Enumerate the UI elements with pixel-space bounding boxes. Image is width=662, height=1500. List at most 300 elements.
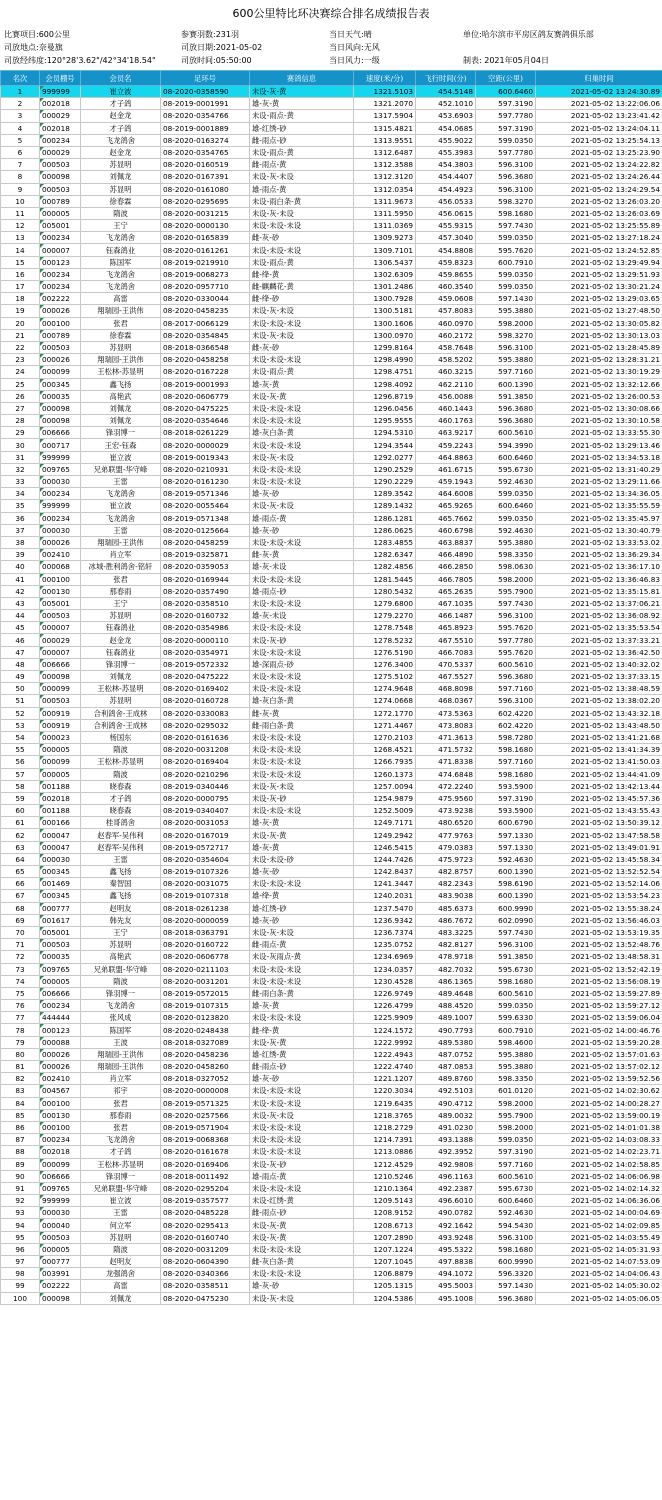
arrival-time-cell: 2021-05-02 13:41:50.03 [536,756,662,768]
table-row[interactable] [1,476,662,488]
arrival-time-cell: 2021-05-02 13:47:58.58 [536,829,662,841]
ring-number-cell: 08-2020-0000059 [161,914,250,926]
table-row[interactable] [1,1012,662,1024]
table-row[interactable] [1,1109,662,1121]
table-row[interactable] [1,98,662,110]
table-row[interactable] [1,439,662,451]
table-row[interactable] [1,890,662,902]
flight-time-cell: 475.9560 [416,792,476,804]
table-row[interactable] [1,390,662,402]
ring-number-cell: 08-2020-0210931 [161,463,250,475]
member-name-cell: 刘佩龙 [81,171,161,183]
member-loft-cell: 000029 [40,634,81,646]
member-name-cell: 王波 [81,1036,161,1048]
table-row[interactable] [1,207,662,219]
table-row[interactable] [1,792,662,804]
table-row[interactable] [1,744,662,756]
rank-cell: 88 [1,1146,40,1158]
table-row[interactable] [1,1195,662,1207]
member-loft-cell: 001188 [40,805,81,817]
speed-cell: 1212.4529 [354,1158,416,1170]
rank-cell: 96 [1,1243,40,1255]
speed-cell: 1321.5103 [354,86,416,98]
table-row[interactable] [1,1207,662,1219]
table-row[interactable] [1,1182,662,1194]
member-loft-cell: 000503 [40,183,81,195]
flight-time-cell: 457.8083 [416,305,476,317]
table-row[interactable] [1,1292,662,1304]
flight-time-cell: 477.9763 [416,829,476,841]
table-row[interactable] [1,378,662,390]
arrival-time-cell: 2021-05-02 13:30:05.82 [536,317,662,329]
made-date: 制表: 2021年05月04日 [463,56,549,65]
col-member-name[interactable]: 会员名 [81,71,161,86]
member-loft-cell: 000503 [40,1231,81,1243]
flight-time-cell: 460.6798 [416,524,476,536]
member-name-cell: 苏显明 [81,159,161,171]
distance-cell: 600.6460 [476,86,536,98]
member-loft-cell: 000098 [40,415,81,427]
flight-time-cell: 460.3215 [416,366,476,378]
member-loft-cell: 005001 [40,597,81,609]
rank-cell: 57 [1,768,40,780]
table-row[interactable] [1,146,662,158]
flight-time-cell: 471.8338 [416,756,476,768]
member-name-cell: 那春雨 [81,1109,161,1121]
pigeon-info-cell: 未设-未设-未设 [250,415,354,427]
speed-cell: 1266.7935 [354,756,416,768]
table-row[interactable] [1,1231,662,1243]
ring-number-cell: 08-2020-0160728 [161,695,250,707]
member-name-cell: 桂哥鸽舍 [81,817,161,829]
member-loft-cell: 000030 [40,524,81,536]
speed-cell: 1218.2729 [354,1121,416,1133]
speed-cell: 1236.7374 [354,926,416,938]
table-row[interactable] [1,134,662,146]
member-loft-cell: 000234 [40,134,81,146]
table-row[interactable] [1,926,662,938]
speed-cell: 1252.5009 [354,805,416,817]
col-ring-number[interactable]: 足环号 [161,71,250,86]
pigeon-info-cell: 未设-雨点-黄 [250,366,354,378]
table-row[interactable] [1,268,662,280]
table-row[interactable] [1,902,662,914]
flight-time-cell: 490.7793 [416,1024,476,1036]
flight-time-cell: 489.0032 [416,1109,476,1121]
table-row[interactable] [1,683,662,695]
col-arrival-time[interactable]: 归巢时间 [536,71,662,86]
rank-cell: 13 [1,232,40,244]
member-name-cell: 隋波 [81,975,161,987]
table-row[interactable] [1,159,662,171]
flight-time-cell: 457.3040 [416,232,476,244]
pigeon-info-cell: 雄-灰-砂 [250,1073,354,1085]
table-row[interactable] [1,975,662,987]
arrival-time-cell: 2021-05-02 13:33:55.30 [536,427,662,439]
table-row[interactable] [1,1158,662,1170]
distance-cell: 597.1330 [476,841,536,853]
table-row[interactable] [1,1134,662,1146]
ring-number-cell: 08-2020-0458258 [161,354,250,366]
member-loft-cell: 000035 [40,390,81,402]
distance-cell: 596.3100 [476,1231,536,1243]
distance-cell: 593.5900 [476,780,536,792]
rank-cell: 52 [1,707,40,719]
ring-number-cell: 08-2020-0354604 [161,853,250,865]
ring-number-cell: 08-2020-0161678 [161,1146,250,1158]
ring-number-cell: 08-2020-0295204 [161,1182,250,1194]
ring-number-cell: 08-2020-0295413 [161,1219,250,1231]
distance-cell: 598.2000 [476,1097,536,1109]
pigeon-info-cell: 雄-红绣-砂 [250,122,354,134]
table-row[interactable] [1,341,662,353]
table-row[interactable] [1,719,662,731]
table-row[interactable] [1,841,662,853]
member-name-cell: 王宁 [81,220,161,232]
table-row[interactable] [1,658,662,670]
arrival-time-cell: 2021-05-02 14:00:46.76 [536,1024,662,1036]
table-row[interactable] [1,731,662,743]
pigeon-info-cell: 雌-绛-黄 [250,1024,354,1036]
pigeon-info-cell: 未设-灰-未设 [250,780,354,792]
arrival-time-cell: 2021-05-02 13:52:14.06 [536,878,662,890]
flight-time-cell: 454.3803 [416,159,476,171]
member-name-cell: 张君 [81,1097,161,1109]
table-row[interactable] [1,878,662,890]
flight-time-cell: 460.1443 [416,402,476,414]
pigeon-info-cell: 雄-灰-黄 [250,1000,354,1012]
arrival-time-cell: 2021-05-02 13:27:48.50 [536,305,662,317]
speed-cell: 1204.5386 [354,1292,416,1304]
table-row[interactable] [1,281,662,293]
ring-number-cell: 08-2020-0000008 [161,1085,250,1097]
distance-cell: 597.3190 [476,1146,536,1158]
table-row[interactable] [1,171,662,183]
distance-cell: 597.3190 [476,122,536,134]
member-loft-cell: 006666 [40,987,81,999]
speed-cell: 1278.7548 [354,622,416,634]
table-row[interactable] [1,427,662,439]
pigeon-info-cell: 未设-未设-未设 [250,646,354,658]
ring-number-cell: 08-2019-0340407 [161,805,250,817]
rank-cell: 80 [1,1048,40,1060]
table-row[interactable] [1,1048,662,1060]
pigeon-info-cell: 未设-雨点-黄 [250,256,354,268]
table-row[interactable] [1,366,662,378]
rank-cell: 90 [1,1170,40,1182]
table-row[interactable] [1,853,662,865]
distance-cell: 602.4220 [476,707,536,719]
ring-number-cell: 08-2020-0055464 [161,500,250,512]
distance-cell: 597.7160 [476,756,536,768]
distance-cell: 598.1680 [476,768,536,780]
table-row[interactable] [1,305,662,317]
table-row[interactable] [1,817,662,829]
table-row[interactable] [1,110,662,122]
flight-time-cell: 497.8838 [416,1256,476,1268]
distance-cell: 600.5610 [476,1170,536,1182]
speed-cell: 1270.2103 [354,731,416,743]
rank-cell: 68 [1,902,40,914]
table-row[interactable] [1,1061,662,1073]
table-row[interactable] [1,183,662,195]
table-row[interactable] [1,1243,662,1255]
member-name-cell: 徐春霖 [81,329,161,341]
distance-cell: 596.3320 [476,1268,536,1280]
arrival-time-cell: 2021-05-02 14:02:14.32 [536,1182,662,1194]
flight-time-cell: 464.6008 [416,488,476,500]
table-row[interactable] [1,951,662,963]
flight-time-cell: 465.2635 [416,585,476,597]
distance-cell: 597.1330 [476,829,536,841]
ring-number-cell: 08-2018-0366548 [161,341,250,353]
member-loft-cell: 002222 [40,293,81,305]
flight-time-cell: 483.9038 [416,890,476,902]
flight-time-cell: 488.4520 [416,1000,476,1012]
rank-cell: 67 [1,890,40,902]
table-row[interactable] [1,768,662,780]
pigeon-info-cell: 雄-雨点-砂 [250,585,354,597]
rank-cell: 46 [1,634,40,646]
results-table [0,70,662,1305]
table-row[interactable] [1,707,662,719]
speed-cell: 1237.5470 [354,902,416,914]
table-row[interactable] [1,1219,662,1231]
col-distance[interactable]: 空距(公里) [476,71,536,86]
ring-number-cell: 08-2020-0357490 [161,585,250,597]
member-loft-cell: 000100 [40,1121,81,1133]
ring-number-cell: 08-2020-0160740 [161,1231,250,1243]
distance-cell: 592.4630 [476,853,536,865]
distance-cell: 598.1680 [476,207,536,219]
ring-number-cell: 08-2019-0001993 [161,378,250,390]
pigeon-info-cell: 雄-雨点-黄 [250,1170,354,1182]
table-row[interactable] [1,866,662,878]
table-row[interactable] [1,805,662,817]
table-row[interactable] [1,1036,662,1048]
table-row[interactable] [1,671,662,683]
flight-time-cell: 494.1072 [416,1268,476,1280]
table-row[interactable] [1,500,662,512]
table-row[interactable] [1,1280,662,1292]
pigeon-info-cell: 未设-灰-砂 [250,634,354,646]
rank-cell: 26 [1,390,40,402]
member-loft-cell: 006666 [40,1170,81,1182]
member-name-cell: 张风成 [81,1012,161,1024]
member-name-cell: 王松林-苏显明 [81,1158,161,1170]
table-row[interactable] [1,122,662,134]
ring-number-cell: 08-2019-0107315 [161,1000,250,1012]
arrival-time-cell: 2021-05-02 13:37:33.15 [536,671,662,683]
table-row[interactable] [1,561,662,573]
table-row[interactable] [1,646,662,658]
arrival-time-cell: 2021-05-02 13:36:17.10 [536,561,662,573]
member-name-cell: 秦智国 [81,878,161,890]
table-row[interactable] [1,939,662,951]
member-name-cell: 陈国军 [81,1024,161,1036]
arrival-time-cell: 2021-05-02 13:36:46.83 [536,573,662,585]
table-row[interactable] [1,402,662,414]
member-loft-cell: 000030 [40,476,81,488]
table-row[interactable] [1,524,662,536]
ring-number-cell: 08-2020-0031209 [161,1243,250,1255]
table-row[interactable] [1,1097,662,1109]
table-row[interactable] [1,549,662,561]
table-row[interactable] [1,244,662,256]
table-row[interactable] [1,1024,662,1036]
speed-cell: 1313.9551 [354,134,416,146]
arrival-time-cell: 2021-05-02 13:30:13.03 [536,329,662,341]
rank-cell: 87 [1,1134,40,1146]
table-row[interactable] [1,634,662,646]
speed-cell: 1309.9273 [354,232,416,244]
table-row[interactable] [1,695,662,707]
member-loft-cell: 000098 [40,1292,81,1304]
flight-time-cell: 454.4923 [416,183,476,195]
rank-cell: 50 [1,683,40,695]
table-row[interactable] [1,914,662,926]
flight-time-cell: 480.6520 [416,817,476,829]
flight-time-cell: 487.0853 [416,1061,476,1073]
arrival-time-cell: 2021-05-02 14:04:06.43 [536,1268,662,1280]
member-name-cell: 隋波 [81,744,161,756]
table-row[interactable] [1,963,662,975]
table-row[interactable] [1,536,662,548]
table-row[interactable] [1,195,662,207]
table-row[interactable] [1,597,662,609]
speed-cell: 1300.1606 [354,317,416,329]
flight-time-cell: 466.7083 [416,646,476,658]
table-row[interactable] [1,622,662,634]
table-row[interactable] [1,610,662,622]
table-row[interactable] [1,573,662,585]
member-loft-cell: 000047 [40,829,81,841]
flight-time-cell: 474.6848 [416,768,476,780]
table-row[interactable] [1,1268,662,1280]
report-title: 600公里特比环决赛综合排名成绩报告表 [232,7,430,20]
distance-cell: 597.1430 [476,293,536,305]
table-row[interactable] [1,987,662,999]
table-row[interactable] [1,1000,662,1012]
table-row[interactable] [1,1146,662,1158]
rank-cell: 35 [1,500,40,512]
table-row[interactable] [1,293,662,305]
table-row[interactable] [1,756,662,768]
member-name-cell: 兄弟联盟-华守峰 [81,463,161,475]
arrival-time-cell: 2021-05-02 13:30:21.24 [536,281,662,293]
speed-cell: 1289.3542 [354,488,416,500]
flight-time-cell: 495.1008 [416,1292,476,1304]
table-row[interactable] [1,220,662,232]
member-loft-cell: 000234 [40,512,81,524]
member-name-cell: 苏显明 [81,610,161,622]
table-row[interactable] [1,451,662,463]
table-row[interactable] [1,780,662,792]
member-name-cell: 才子鸽 [81,98,161,110]
flight-time-cell: 459.8655 [416,268,476,280]
ring-number-cell: 08-2020-0210296 [161,768,250,780]
col-member-loft[interactable]: 会员棚号 [40,71,81,86]
speed-cell: 1240.2031 [354,890,416,902]
pigeon-info-cell: 雄-灰-砂 [250,914,354,926]
distance-cell: 594.5430 [476,1219,536,1231]
speed-cell: 1271.4467 [354,719,416,731]
rank-cell: 92 [1,1195,40,1207]
table-row[interactable] [1,354,662,366]
arrival-time-cell: 2021-05-02 13:32:12.66 [536,378,662,390]
table-row[interactable] [1,86,662,98]
table-row[interactable] [1,585,662,597]
col-flight-time[interactable]: 飞行时间(分) [416,71,476,86]
ring-number-cell: 08-2018-0327052 [161,1073,250,1085]
rank-cell: 64 [1,853,40,865]
member-loft-cell: 000047 [40,841,81,853]
speed-cell: 1302.6309 [354,268,416,280]
release-date: 司放日期:2021-05-02 [181,43,263,52]
ring-number-cell: 08-2020-0031053 [161,817,250,829]
arrival-time-cell: 2021-05-02 13:35:55.59 [536,500,662,512]
member-name-cell: 赵春军-吴伟利 [81,841,161,853]
table-row[interactable] [1,329,662,341]
table-row[interactable] [1,463,662,475]
arrival-time-cell: 2021-05-02 13:59:27.89 [536,987,662,999]
pigeon-info-cell: 未设-未设-未设 [250,744,354,756]
table-row[interactable] [1,256,662,268]
pigeon-info-cell: 雄-灰-砂 [250,866,354,878]
table-row[interactable] [1,1170,662,1182]
table-row[interactable] [1,829,662,841]
member-loft-cell: 000130 [40,1109,81,1121]
col-speed[interactable]: 速度(米/分) [354,71,416,86]
table-row[interactable] [1,1256,662,1268]
table-row[interactable] [1,232,662,244]
arrival-time-cell: 2021-05-02 13:38:48.59 [536,683,662,695]
col-pigeon-info[interactable]: 赛鸽信息 [250,71,354,86]
rank-cell: 23 [1,354,40,366]
member-loft-cell: 999999 [40,86,81,98]
pigeon-info-cell: 未设-灰-未设 [250,926,354,938]
table-row[interactable] [1,488,662,500]
pigeon-info-cell: 未设-未设-未设 [250,536,354,548]
flight-time-cell: 489.1007 [416,1012,476,1024]
rank-cell: 9 [1,183,40,195]
table-row[interactable] [1,1085,662,1097]
table-row[interactable] [1,317,662,329]
member-name-cell: 钰森鸽业 [81,244,161,256]
speed-cell: 1235.0752 [354,939,416,951]
table-row[interactable] [1,415,662,427]
flight-time-cell: 493.9248 [416,1231,476,1243]
speed-cell: 1226.4799 [354,1000,416,1012]
ring-number-cell: 08-2020-0606778 [161,951,250,963]
table-row[interactable] [1,1073,662,1085]
speed-cell: 1241.3447 [354,878,416,890]
member-loft-cell: 000123 [40,256,81,268]
flight-time-cell: 486.7672 [416,914,476,926]
rank-cell: 2 [1,98,40,110]
speed-cell: 1214.7391 [354,1134,416,1146]
rank-cell: 62 [1,829,40,841]
arrival-time-cell: 2021-05-02 13:30:40.79 [536,524,662,536]
flight-time-cell: 454.5148 [416,86,476,98]
col-rank[interactable]: 名次 [1,71,40,86]
pigeon-info-cell: 未设-灰-黄 [250,829,354,841]
member-loft-cell: 000166 [40,817,81,829]
flight-time-cell: 466.4890 [416,549,476,561]
table-row[interactable] [1,512,662,524]
table-row[interactable] [1,1121,662,1133]
arrival-time-cell: 2021-05-02 13:45:57.36 [536,792,662,804]
